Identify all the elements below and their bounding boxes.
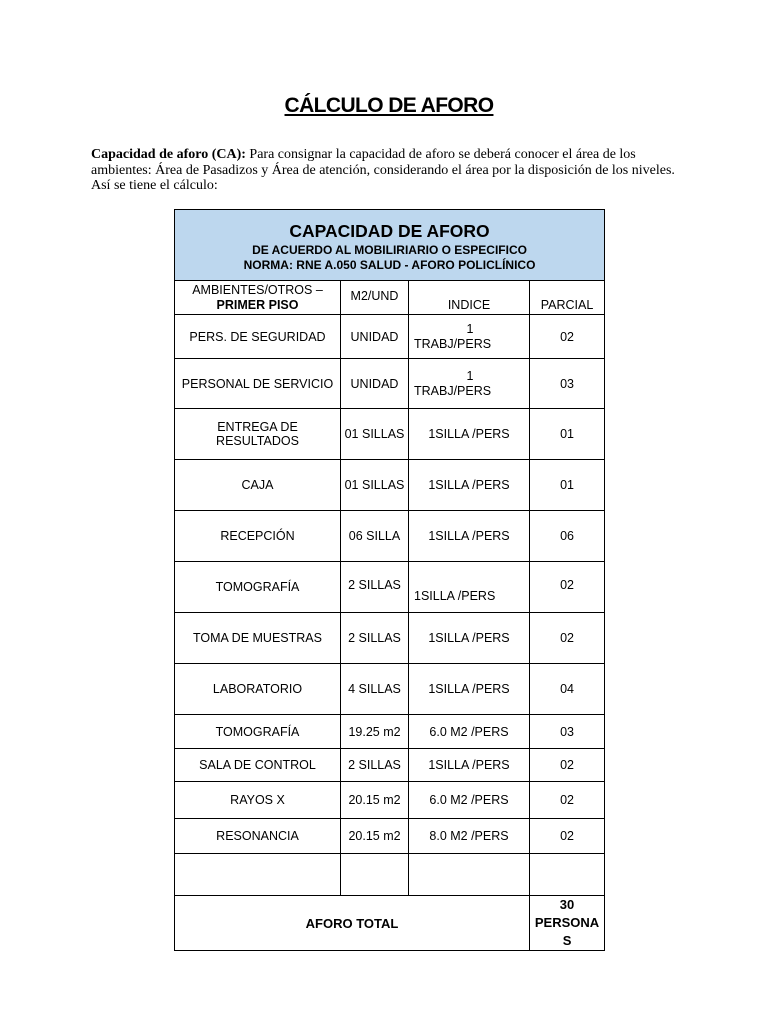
cell-ambiente: RESONANCIA (175, 819, 341, 854)
total-value-number: 30 (559, 897, 575, 912)
intro-line-2: ambientes: Área de Pasadizos y Área de atención, considerando el área por la disposición de los niveles. (91, 162, 675, 178)
cell-indice-unit: TRABJ/PERS (414, 383, 492, 398)
table-row (175, 664, 605, 715)
cell-indice: 1SILLA /PERS (409, 409, 530, 460)
table-row (175, 613, 605, 664)
cell-m2: UNIDAD (341, 315, 409, 359)
cell-indice: 1SILLA /PERS (409, 460, 530, 511)
table-subtitle-1: DE ACUERDO AL MOBILIRIARIO O ESPECIFICO (252, 243, 527, 257)
cell-ambiente: SALA DE CONTROL (175, 749, 341, 782)
empty-cell (175, 854, 341, 896)
table-row (175, 359, 605, 409)
cell-m2: 2 SILLAS (341, 749, 409, 782)
cell-m2: 20.15 m2 (341, 819, 409, 854)
column-header-row (175, 281, 605, 315)
col-header-parcial: PARCIAL (530, 281, 605, 315)
cell-indice: 1SILLA /PERS (409, 613, 530, 664)
cell-parcial: 03 (530, 359, 605, 409)
cell-indice-unit: TRABJ/PERS (414, 336, 492, 351)
cell-indice: 8.0 M2 /PERS (409, 819, 530, 854)
total-value-unit-line1: PERSONA (534, 915, 600, 930)
cell-parcial: 02 (530, 315, 605, 359)
cell-parcial: 04 (530, 664, 605, 715)
cell-ambiente: PERS. DE SEGURIDAD (175, 315, 341, 359)
cell-m2: 01 SILLAS (341, 409, 409, 460)
total-label: AFORO TOTAL (175, 896, 530, 951)
cell-m2: 19.25 m2 (341, 715, 409, 749)
table-row (175, 409, 605, 460)
cell-m2: 2 SILLAS (341, 613, 409, 664)
cell-indice: 6.0 M2 /PERS (409, 715, 530, 749)
cell-parcial: 02 (530, 819, 605, 854)
table-header-row (175, 210, 605, 281)
col-header-m2: M2/UND (341, 281, 409, 315)
cell-m2: 2 SILLAS (341, 562, 409, 613)
total-value (530, 896, 605, 951)
cell-m2: 06 SILLA (341, 511, 409, 562)
cell-ambiente: ENTREGA DE RESULTADOS (175, 409, 341, 460)
cell-indice: 1SILLA /PERS (409, 511, 530, 562)
cell-indice (409, 315, 530, 359)
cell-indice (409, 359, 530, 409)
cell-parcial: 02 (530, 613, 605, 664)
cell-indice: 1SILLA /PERS (409, 664, 530, 715)
cell-ambiente: PERSONAL DE SERVICIO (175, 359, 341, 409)
cell-parcial: 02 (530, 782, 605, 819)
table-row (175, 460, 605, 511)
empty-row (175, 854, 605, 896)
cell-ambiente: RECEPCIÓN (175, 511, 341, 562)
cell-parcial: 01 (530, 460, 605, 511)
total-value-unit-line2: S (562, 933, 572, 948)
table-row (175, 819, 605, 854)
cell-m2: 4 SILLAS (341, 664, 409, 715)
intro-paragraph (91, 147, 696, 194)
cell-indice-number: 1 (466, 368, 474, 383)
cell-indice-number: 1 (466, 321, 474, 336)
empty-cell (409, 854, 530, 896)
table-row (175, 562, 605, 613)
intro-line-3: Así se tiene el cálculo: (91, 178, 218, 193)
total-row (175, 896, 605, 951)
table-header (175, 210, 605, 281)
table-row (175, 782, 605, 819)
empty-cell (341, 854, 409, 896)
cell-indice: 1SILLA /PERS (409, 562, 530, 613)
col-header-ambientes-line1: AMBIENTES/OTROS – (192, 282, 323, 297)
aforo-table (174, 209, 605, 951)
cell-m2: 20.15 m2 (341, 782, 409, 819)
cell-ambiente: TOMOGRAFÍA (175, 562, 341, 613)
table-row (175, 315, 605, 359)
empty-cell (530, 854, 605, 896)
cell-ambiente: CAJA (175, 460, 341, 511)
col-header-ambientes (175, 281, 341, 315)
table-title: CAPACIDAD DE AFORO (289, 221, 490, 241)
intro-bold-term: Capacidad de aforo (CA): (91, 147, 246, 162)
table-row (175, 715, 605, 749)
cell-m2: UNIDAD (341, 359, 409, 409)
cell-ambiente: TOMOGRAFÍA (175, 715, 341, 749)
cell-m2: 01 SILLAS (341, 460, 409, 511)
cell-ambiente: TOMA DE MUESTRAS (175, 613, 341, 664)
page-title: CÁLCULO DE AFORO (284, 94, 494, 117)
cell-parcial: 02 (530, 562, 605, 613)
cell-parcial: 03 (530, 715, 605, 749)
table-row (175, 511, 605, 562)
cell-parcial: 01 (530, 409, 605, 460)
cell-parcial: 06 (530, 511, 605, 562)
cell-parcial: 02 (530, 749, 605, 782)
intro-line-1: Para consignar la capacidad de aforo se deberá conocer el área de los (245, 147, 636, 162)
cell-ambiente: RAYOS X (175, 782, 341, 819)
table-subtitle-2: NORMA: RNE A.050 SALUD - AFORO POLICLÍNICO (243, 258, 536, 272)
cell-ambiente: LABORATORIO (175, 664, 341, 715)
col-header-indice: INDICE (409, 281, 530, 315)
col-header-ambientes-line2: PRIMER PISO (216, 297, 299, 312)
cell-indice: 1SILLA /PERS (409, 749, 530, 782)
cell-indice: 6.0 M2 /PERS (409, 782, 530, 819)
table-row (175, 749, 605, 782)
